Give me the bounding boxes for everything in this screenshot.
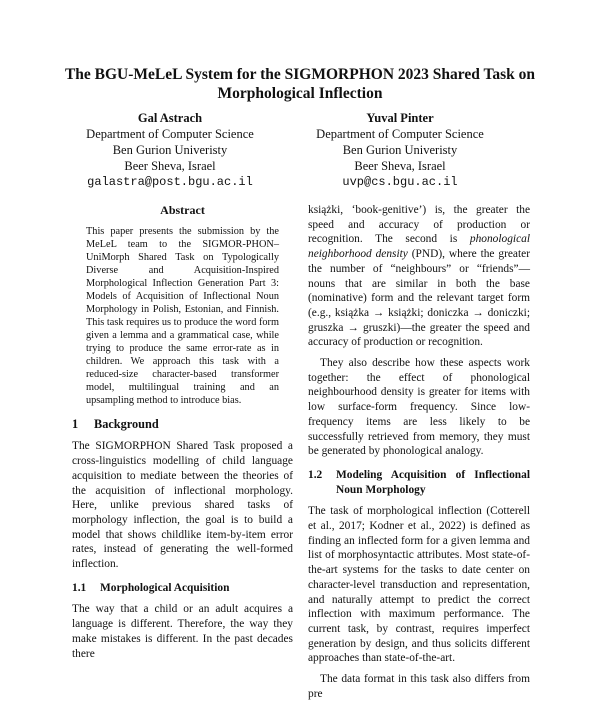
subsection-number: 1.1	[72, 581, 87, 594]
section-title: Background	[94, 416, 159, 431]
author-email: galastra@post.bgu.ac.il	[87, 175, 253, 189]
author-city: Beer Sheva, Israel	[354, 159, 446, 173]
section-number: 1	[72, 416, 79, 431]
term-pnd: phonological neighborhood density	[308, 233, 530, 261]
modeling-paragraph: The task of morphological inflection (Cotterell et al., 2017; Kodner et al., 2022) is defined as finding an inflected form for a given lemma and list of morphosyntactic attributes. Most state-of-the-art systems for the tasks to date center on character-level transduction and representation, and naturally attempt to predict the correct inflection with maximum performance. The current task, by contrast, requires imperfect generation by design, and thus solicits different approaches than state-of-the-art.	[308, 505, 530, 665]
author-1	[55, 110, 285, 190]
author-name: Gal Astrach	[137, 111, 203, 125]
author-university: Ben Gurion Univeristy	[342, 143, 458, 157]
abstract-text: This paper presents the submission by the MeLeL team to the SIGMOR-PHON–UniMorph Shared Task on Typologically Diverse and Acquisition-Inspired Morphological Inflection Generation Part 3: Models of Acquisition of Inflectional Noun Morphology in Polish, Estonian, and Finnish. This task requires us to produce the word form given a lemma and a grammatical case, while trying to produce the same error-rate as in children. We approach this task with a reduced-size character-based transformer model, multilingual training and an upsampling method to introduce bias.	[86, 225, 279, 406]
author-name: Yuval Pinter	[366, 111, 434, 125]
author-email: uvp@cs.bgu.ac.il	[342, 175, 458, 189]
subsection-heading-morphological-acquisition	[72, 581, 293, 596]
paragraph-text: książki, ‘book-genitive’) is, the greater the speed and accuracy of production or recognition. The second is	[308, 204, 530, 246]
section-heading-background	[72, 417, 293, 432]
subsection-number: 1.2	[308, 468, 323, 481]
subsection-heading-modeling-acquisition	[308, 468, 530, 497]
author-department: Department of Computer Science	[316, 127, 484, 141]
paragraph-text: (PND), where the greater the number of “neighbours” or “friends”—nouns that are similar in both the base (nominative) form and the relevant target form (e.g., książka → książki; doniczka → doniczki; gruszka → gruszki)—the greater the speed and accuracy of production or recognition.	[308, 248, 530, 349]
subsection-title: Morphological Acquisition	[100, 581, 230, 594]
morphological-acquisition-paragraph: The way that a child or an adult acquires a language is different. Therefore, the way they make mistakes is different. In the past decades there	[72, 603, 293, 660]
data-format-paragraph: The data format in this task also differs from pre	[308, 673, 530, 700]
abstract-heading: Abstract	[160, 203, 205, 217]
paper-title: The BGU-MeLeL System for the SIGMORPHON 2023 Shared Task on Morphological Inflection	[64, 66, 536, 102]
interaction-paragraph: They also describe how these aspects work together: the effect of phonological neighbourhood density is greater for items with low surface-form frequency. Since low-frequency items are less likely to be successfully retrieved from memory, they must be generated by phonological analogy.	[308, 357, 530, 458]
author-city: Beer Sheva, Israel	[124, 159, 216, 173]
left-column	[72, 203, 293, 661]
subsection-title: Modeling Acquisition of Inflectional Noun Morphology	[336, 468, 530, 496]
author-2	[285, 110, 515, 190]
author-university: Ben Gurion Univeristy	[112, 143, 228, 157]
right-column	[308, 203, 530, 702]
abstract	[86, 225, 279, 407]
background-paragraph: The SIGMORPHON Shared Task proposed a cross-linguistics modelling of child language acquisition to mediate between the theories of the acquisition of inflectional morphology. Here, unlike previous shared tasks of morphology inflection, the goal is to build a model that shows childlike item-by-item error rates, instead of generating the well-formed inflection.	[72, 440, 293, 571]
frequency-paragraph	[308, 203, 530, 350]
author-department: Department of Computer Science	[86, 127, 254, 141]
